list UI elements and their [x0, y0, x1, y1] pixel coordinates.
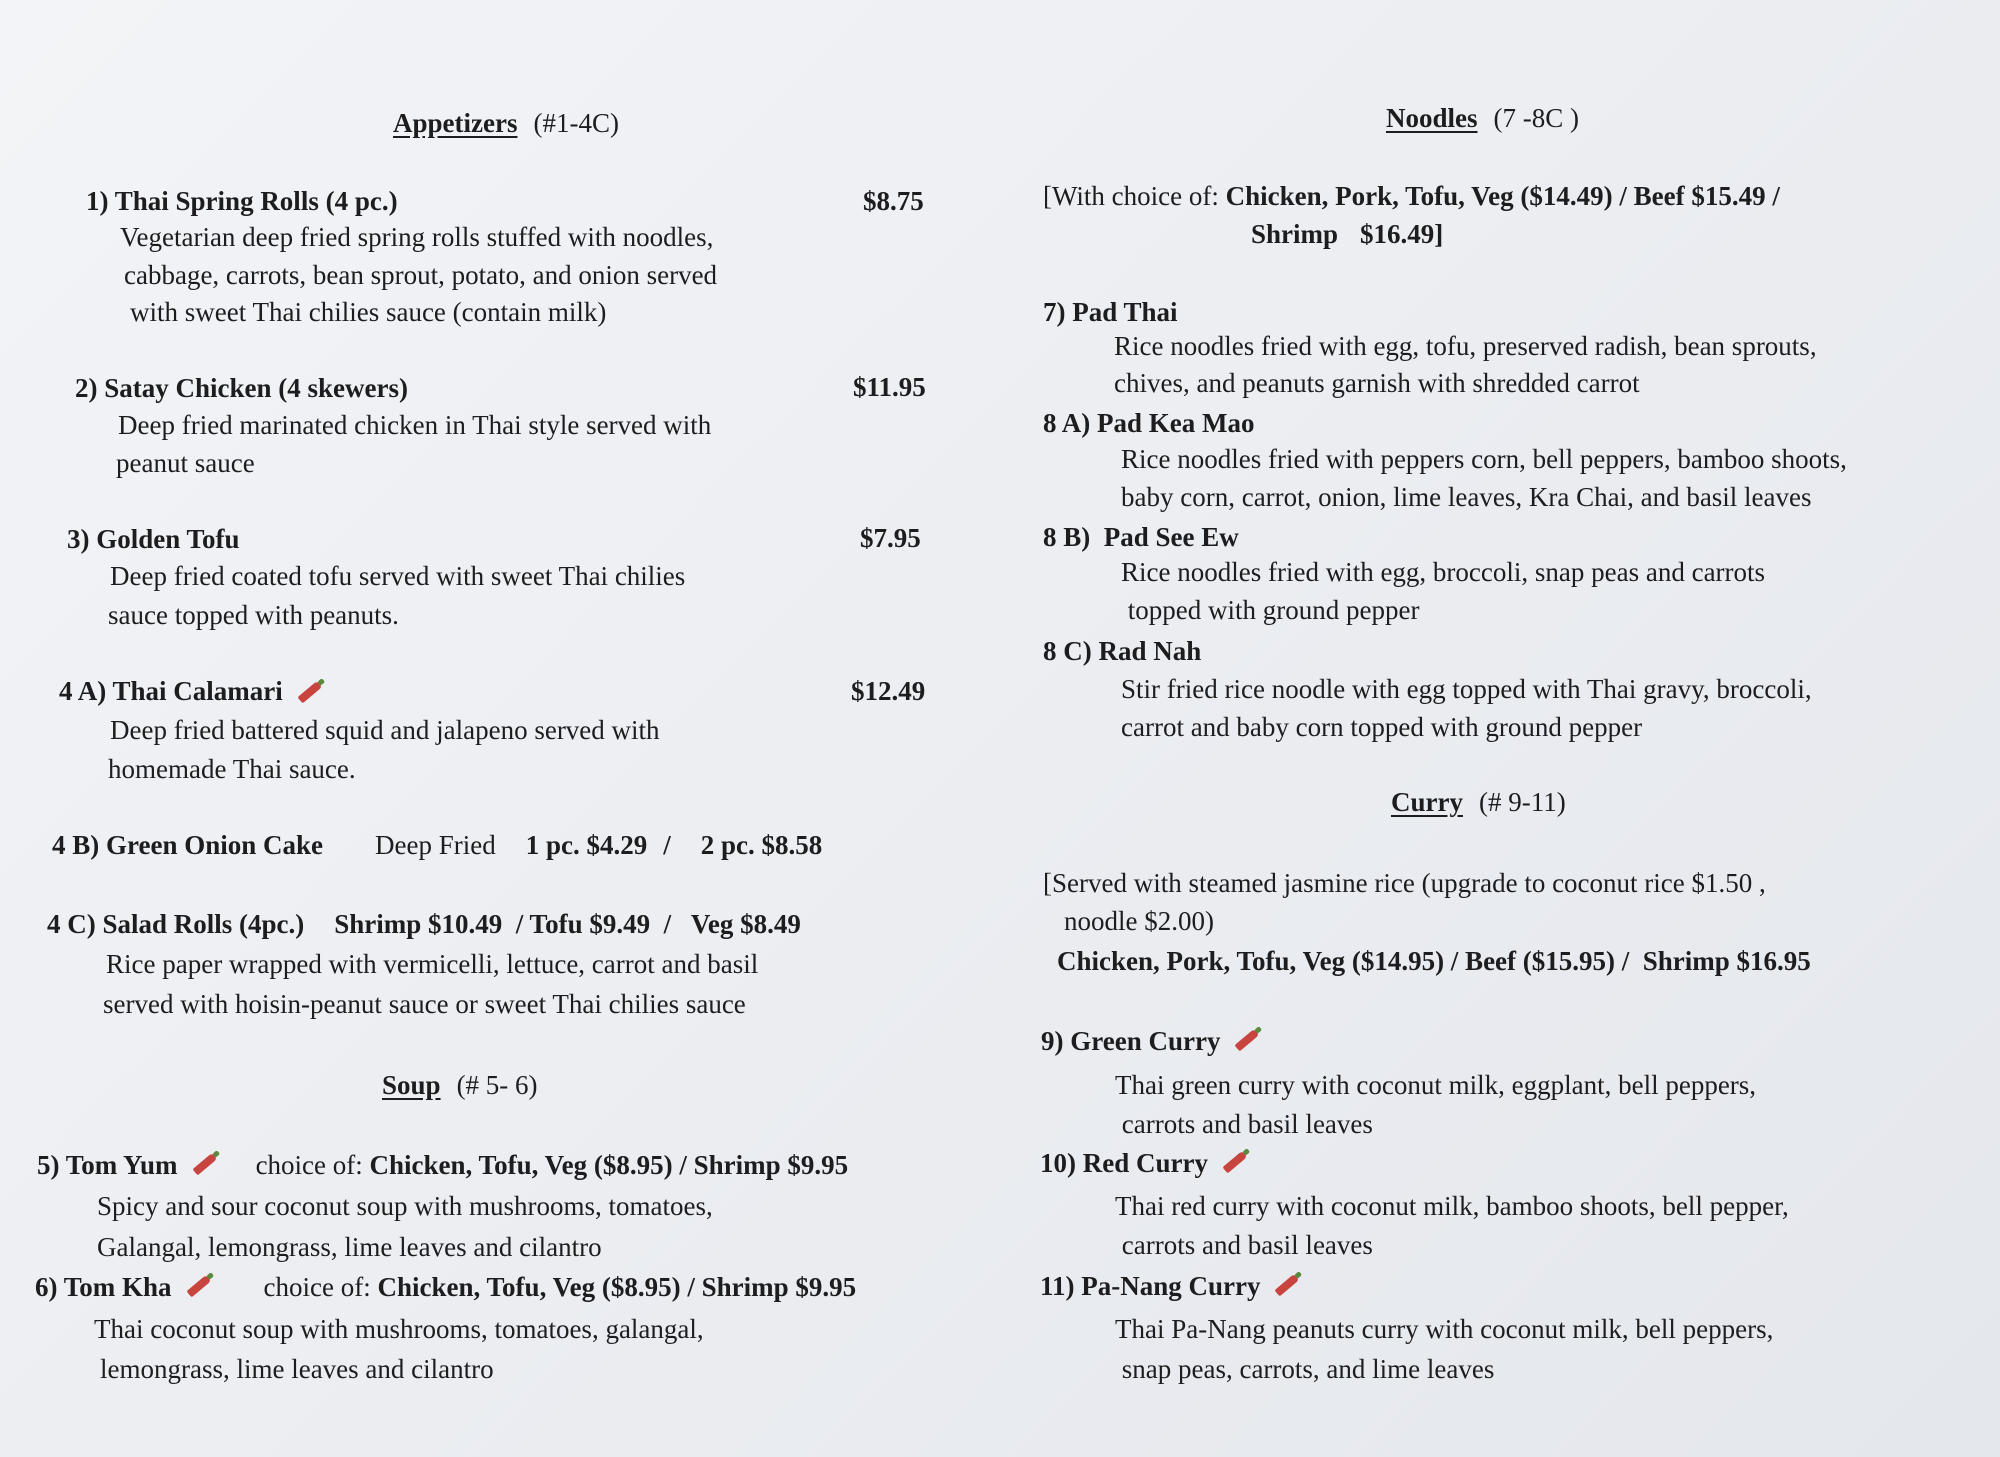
item-title: 3) Golden Tofu [67, 524, 240, 554]
item-choices: Chicken, Tofu, Veg ($8.95) / Shrimp $9.95 [369, 1150, 849, 1180]
item-price: $8.75 [863, 186, 924, 216]
appetizers-heading [393, 108, 619, 139]
item-desc-line: baby corn, carrot, onion, lime leaves, Kra Chai, and basil leaves [1121, 482, 1812, 512]
item-title: 5) Tom Yum [37, 1150, 178, 1180]
section-range: (7 -8C ) [1493, 103, 1579, 133]
item-prices: Shrimp $10.49 / Tofu $9.49 / Veg $8.49 [334, 909, 801, 939]
item-desc-line: lemongrass, lime leaves and cilantro [100, 1354, 494, 1384]
noodles-choice-line-2 [1251, 215, 1443, 253]
item-desc-line: snap peas, carrots, and lime leaves [1115, 1354, 1495, 1384]
item-title: 2) Satay Chicken (4 skewers) [75, 373, 408, 403]
chili-pepper-icon [192, 1152, 217, 1175]
item-desc-line: peanut sauce [116, 448, 255, 478]
menu-item-green-onion-cake [52, 826, 822, 864]
item-desc-line: Deep fried marinated chicken in Thai style served with [118, 410, 712, 440]
item-desc-line: served with hoisin-peanut sauce or sweet Thai chilies sauce [103, 989, 746, 1019]
menu-item-golden-tofu [67, 520, 240, 558]
section-name: Soup [382, 1070, 441, 1100]
item-title: 4 A) Thai Calamari [59, 676, 283, 706]
item-desc-line: sauce topped with peanuts. [108, 600, 399, 630]
section-name: Appetizers [393, 108, 518, 138]
item-desc-line: Deep fried coated tofu served with sweet Thai chilies [110, 561, 686, 591]
item-price: 1 pc. $4.29 [525, 830, 648, 860]
item-desc-line: homemade Thai sauce. [108, 754, 356, 784]
item-desc-line: Rice noodles fried with egg, tofu, preserved radish, bean sprouts, [1114, 331, 1817, 361]
choice-label: choice of: [263, 1272, 371, 1302]
item-price: $11.95 [853, 372, 926, 402]
item-desc-line: cabbage, carrots, bean sprout, potato, and onion served [124, 260, 718, 290]
item-desc-line: Rice noodles fried with egg, broccoli, snap peas and carrots [1121, 557, 1766, 587]
curry-heading [1391, 787, 1566, 818]
menu-item-tom-kha [35, 1268, 856, 1306]
price-separator: / [663, 830, 671, 860]
item-desc-line: carrots and basil leaves [1115, 1230, 1373, 1260]
item-desc-line: Thai Pa-Nang peanuts curry with coconut milk, bell peppers, [1115, 1314, 1774, 1344]
menu-item-satay-chicken [75, 369, 408, 407]
item-price: 2 pc. $8.58 [700, 830, 823, 860]
item-desc-line: carrot and baby corn topped with ground pepper [1121, 712, 1643, 742]
item-title: 6) Tom Kha [35, 1272, 172, 1302]
curry-prices: Chicken, Pork, Tofu, Veg ($14.95) / Beef ($15.95) / Shrimp $16.95 [1057, 946, 1811, 976]
item-desc-line: Rice noodles fried with peppers corn, bell peppers, bamboo shoots, [1121, 444, 1847, 474]
item-note: Deep Fried [375, 830, 496, 860]
choice-label: choice of: [255, 1150, 363, 1180]
chili-pepper-icon [1275, 1273, 1300, 1296]
item-price: $12.49 [851, 676, 926, 706]
item-title: 4 B) Green Onion Cake [52, 830, 324, 860]
choice-shrimp: Shrimp [1251, 219, 1339, 249]
item-desc-line: carrots and basil leaves [1115, 1109, 1373, 1139]
section-name: Noodles [1386, 103, 1478, 133]
section-name: Curry [1391, 787, 1463, 817]
curry-served-line: noodle $2.00) [1064, 906, 1214, 936]
noodles-heading [1386, 103, 1579, 134]
item-desc-line: chives, and peanuts garnish with shredded carrot [1114, 368, 1640, 398]
item-choices: Chicken, Tofu, Veg ($8.95) / Shrimp $9.95 [377, 1272, 857, 1302]
item-desc-line: Deep fried battered squid and jalapeno served with [110, 715, 660, 745]
item-desc-line: Thai green curry with coconut milk, eggplant, bell peppers, [1115, 1070, 1757, 1100]
item-title: 8 C) Rad Nah [1043, 636, 1202, 666]
choice-prefix: [With choice of: [1043, 181, 1219, 211]
chili-pepper-icon [297, 681, 322, 704]
menu-item-salad-rolls [47, 905, 801, 943]
item-desc-line: Thai red curry with coconut milk, bamboo shoots, bell pepper, [1115, 1191, 1789, 1221]
item-desc-line: with sweet Thai chilies sauce (contain milk) [130, 297, 607, 327]
chili-pepper-icon [1222, 1150, 1247, 1173]
item-desc-line: Spicy and sour coconut soup with mushrooms, tomatoes, [97, 1191, 713, 1221]
item-price: $7.95 [860, 523, 921, 553]
menu-item-pa-nang-curry [1040, 1267, 1300, 1305]
item-title: 7) Pad Thai [1043, 297, 1178, 327]
soup-heading [382, 1070, 538, 1101]
menu-item-red-curry [1040, 1144, 1248, 1182]
section-range: (# 5- 6) [456, 1070, 538, 1100]
menu-item-thai-calamari [59, 672, 323, 710]
menu-item-green-curry [1041, 1022, 1260, 1060]
item-desc-line: Stir fried rice noodle with egg topped with Thai gravy, broccoli, [1121, 674, 1812, 704]
item-title: 8 A) Pad Kea Mao [1043, 408, 1255, 438]
item-title: 10) Red Curry [1040, 1148, 1208, 1178]
noodles-choice-line [1043, 177, 1780, 215]
section-range: (#1-4C) [533, 108, 619, 138]
item-desc-line: Rice paper wrapped with vermicelli, lettuce, carrot and basil [106, 949, 759, 979]
item-desc-line: topped with ground pepper [1121, 595, 1420, 625]
menu-item-thai-spring-rolls [86, 182, 398, 220]
item-desc-line: Galangal, lemongrass, lime leaves and cilantro [97, 1232, 602, 1262]
section-range: (# 9-11) [1478, 787, 1566, 817]
chili-pepper-icon [186, 1274, 211, 1297]
item-desc-line: Vegetarian deep fried spring rolls stuffed with noodles, [120, 222, 714, 252]
item-title: 11) Pa-Nang Curry [1040, 1271, 1261, 1301]
choice-prices: Chicken, Pork, Tofu, Veg ($14.49) / Beef $15.49 / [1225, 181, 1780, 211]
menu-item-tom-yum [37, 1146, 848, 1184]
item-desc-line: Thai coconut soup with mushrooms, tomatoes, galangal, [94, 1314, 704, 1344]
curry-served-line: [Served with steamed jasmine rice (upgrade to coconut rice $1.50 , [1043, 868, 1766, 898]
item-title: 4 C) Salad Rolls (4pc.) [47, 909, 305, 939]
choice-shrimp-price: $16.49] [1360, 219, 1444, 249]
item-title: 8 B) Pad See Ew [1043, 522, 1239, 552]
item-title: 1) Thai Spring Rolls (4 pc.) [86, 186, 398, 216]
chili-pepper-icon [1235, 1028, 1260, 1051]
item-title: 9) Green Curry [1041, 1026, 1221, 1056]
